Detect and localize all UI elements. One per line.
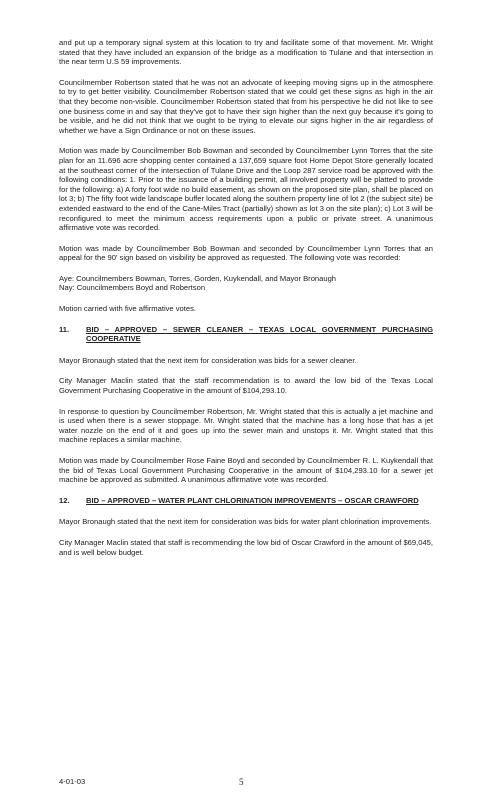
page-footer — [59, 777, 433, 789]
nay-votes: Nay: Councilmembers Boyd and Robertson — [59, 283, 206, 293]
footer-date: 4-01-03 — [59, 777, 86, 786]
paragraph-water-recommendation: City Manager Maclin stated that staff is recommending the low bid of Oscar Crawford in the amount of $69,045, and is well below budget. — [59, 537, 433, 557]
section-title: BID – APPROVED – WATER PLANT CHLORINATION IMPROVEMENTS – OSCAR CRAWFORD — [86, 495, 419, 505]
section-heading-water-plant — [59, 496, 433, 506]
aye-votes: Aye: Councilmembers Bowman, Torres, Gorden, Kuykendall, and Mayor Bronaugh — [59, 273, 337, 283]
paragraph-sewer-recommendation: City Manager Maclin stated that the staff recommendation is to award the low bid of the Texas Local Government Purchasing Cooperative in the amount of $104,293.10. — [59, 376, 433, 396]
section-heading-sewer-cleaner — [59, 325, 433, 344]
paragraph-motion-carried: Motion carried with five affirmative votes. — [59, 304, 197, 314]
vote-record — [59, 274, 433, 293]
minutes-page — [59, 38, 433, 568]
paragraph-water-item: Mayor Bronaugh stated that the next item for consideration was bids for water plant chlorination improvements. — [59, 517, 432, 527]
section-title: BID – APPROVED – SEWER CLEANER – TEXAS LOCAL GOVERNMENT PURCHASING COOPERATIVE — [86, 324, 433, 344]
paragraph-sewer-question: In response to question by Councilmember Robertson, Mr. Wright stated that this is actually a jet machine and is used when there is a sewer stoppage. Mr. Wright stated that the machine has a long hose that has a jet water nozzle on the end of it and goes up into the sewer main and unstops it. Mr. Wright stated that this machine replaces a similar machine. — [59, 406, 433, 445]
paragraph-sewer-motion: Motion was made by Councilmember Rose Faine Boyd and seconded by Councilmember R. L. Kuykendall that the bid of Texas Local Government Purchasing Cooperative in the amount of $104,293.10 for a sewer jet machine be approved as submitted. A unanimous affirmative vote was recorded. — [59, 456, 433, 485]
page-number: 5 — [239, 777, 244, 787]
paragraph-site-plan-motion: Motion was made by Councilmember Bob Bowman and seconded by Councilmember Lynn Torres that the site plan for an 11.696 acre shopping center contained a 137,659 square foot Home Depot Store generally located at the southeast corner of the intersection of Tulane Drive and the Loop 287 service road be approved with the following conditions: 1. Prior to the issuance of a building permit, all involved property will be platted to provide for the following: a) A forty foot wide no build easement, as shown on the proposed site plan, shall be placed on lot 3; b) The fifty foot wide landscape buffer located along the southern property line of lot 2 (the subject site) be extended eastward to the end of the Cane-Miles Tract (partially) shown as lot 3 on the site plan); c) Lot 3 will be reconfigured to meet the minimum access requirements upon a public or private street. A unanimous affirmative vote was recorded. — [59, 146, 433, 233]
paragraph-signal-system: and put up a temporary signal system at this location to try and facilitate some of that movement. Mr. Wright stated that they have included an expansion of the bridge as a modification to Tulane and that intersection in the near term U.S 59 improvements. — [59, 38, 433, 67]
section-number: 12. — [59, 495, 70, 505]
section-number: 11. — [59, 324, 70, 334]
paragraph-robertson-signs: Councilmember Robertson stated that he was not an advocate of keeping moving signs up in the atmosphere to try to get better visibility. Councilmember Robertson stated that we could get these signs as high in the air that they become non-visible. Councilmember Robertson stated that from his perspective he did not like to see one business come in and say that they've got to have their sign higher than the next guy because it's going to be visible, and he did not think that we ought to be trying to elevate our signs higher in the air regardless of whether we have a Sign Ordinance or not on these issues. — [59, 77, 433, 135]
paragraph-sewer-item: Mayor Bronaugh stated that the next item for consideration was bids for a sewer cleaner. — [59, 355, 357, 365]
paragraph-sign-appeal-motion: Motion was made by Councilmember Bob Bowman and seconded by Councilmember Lynn Torres that an appeal for the 90' sign based on visibility be approved as requested. The following vote was recorded: — [59, 243, 433, 263]
